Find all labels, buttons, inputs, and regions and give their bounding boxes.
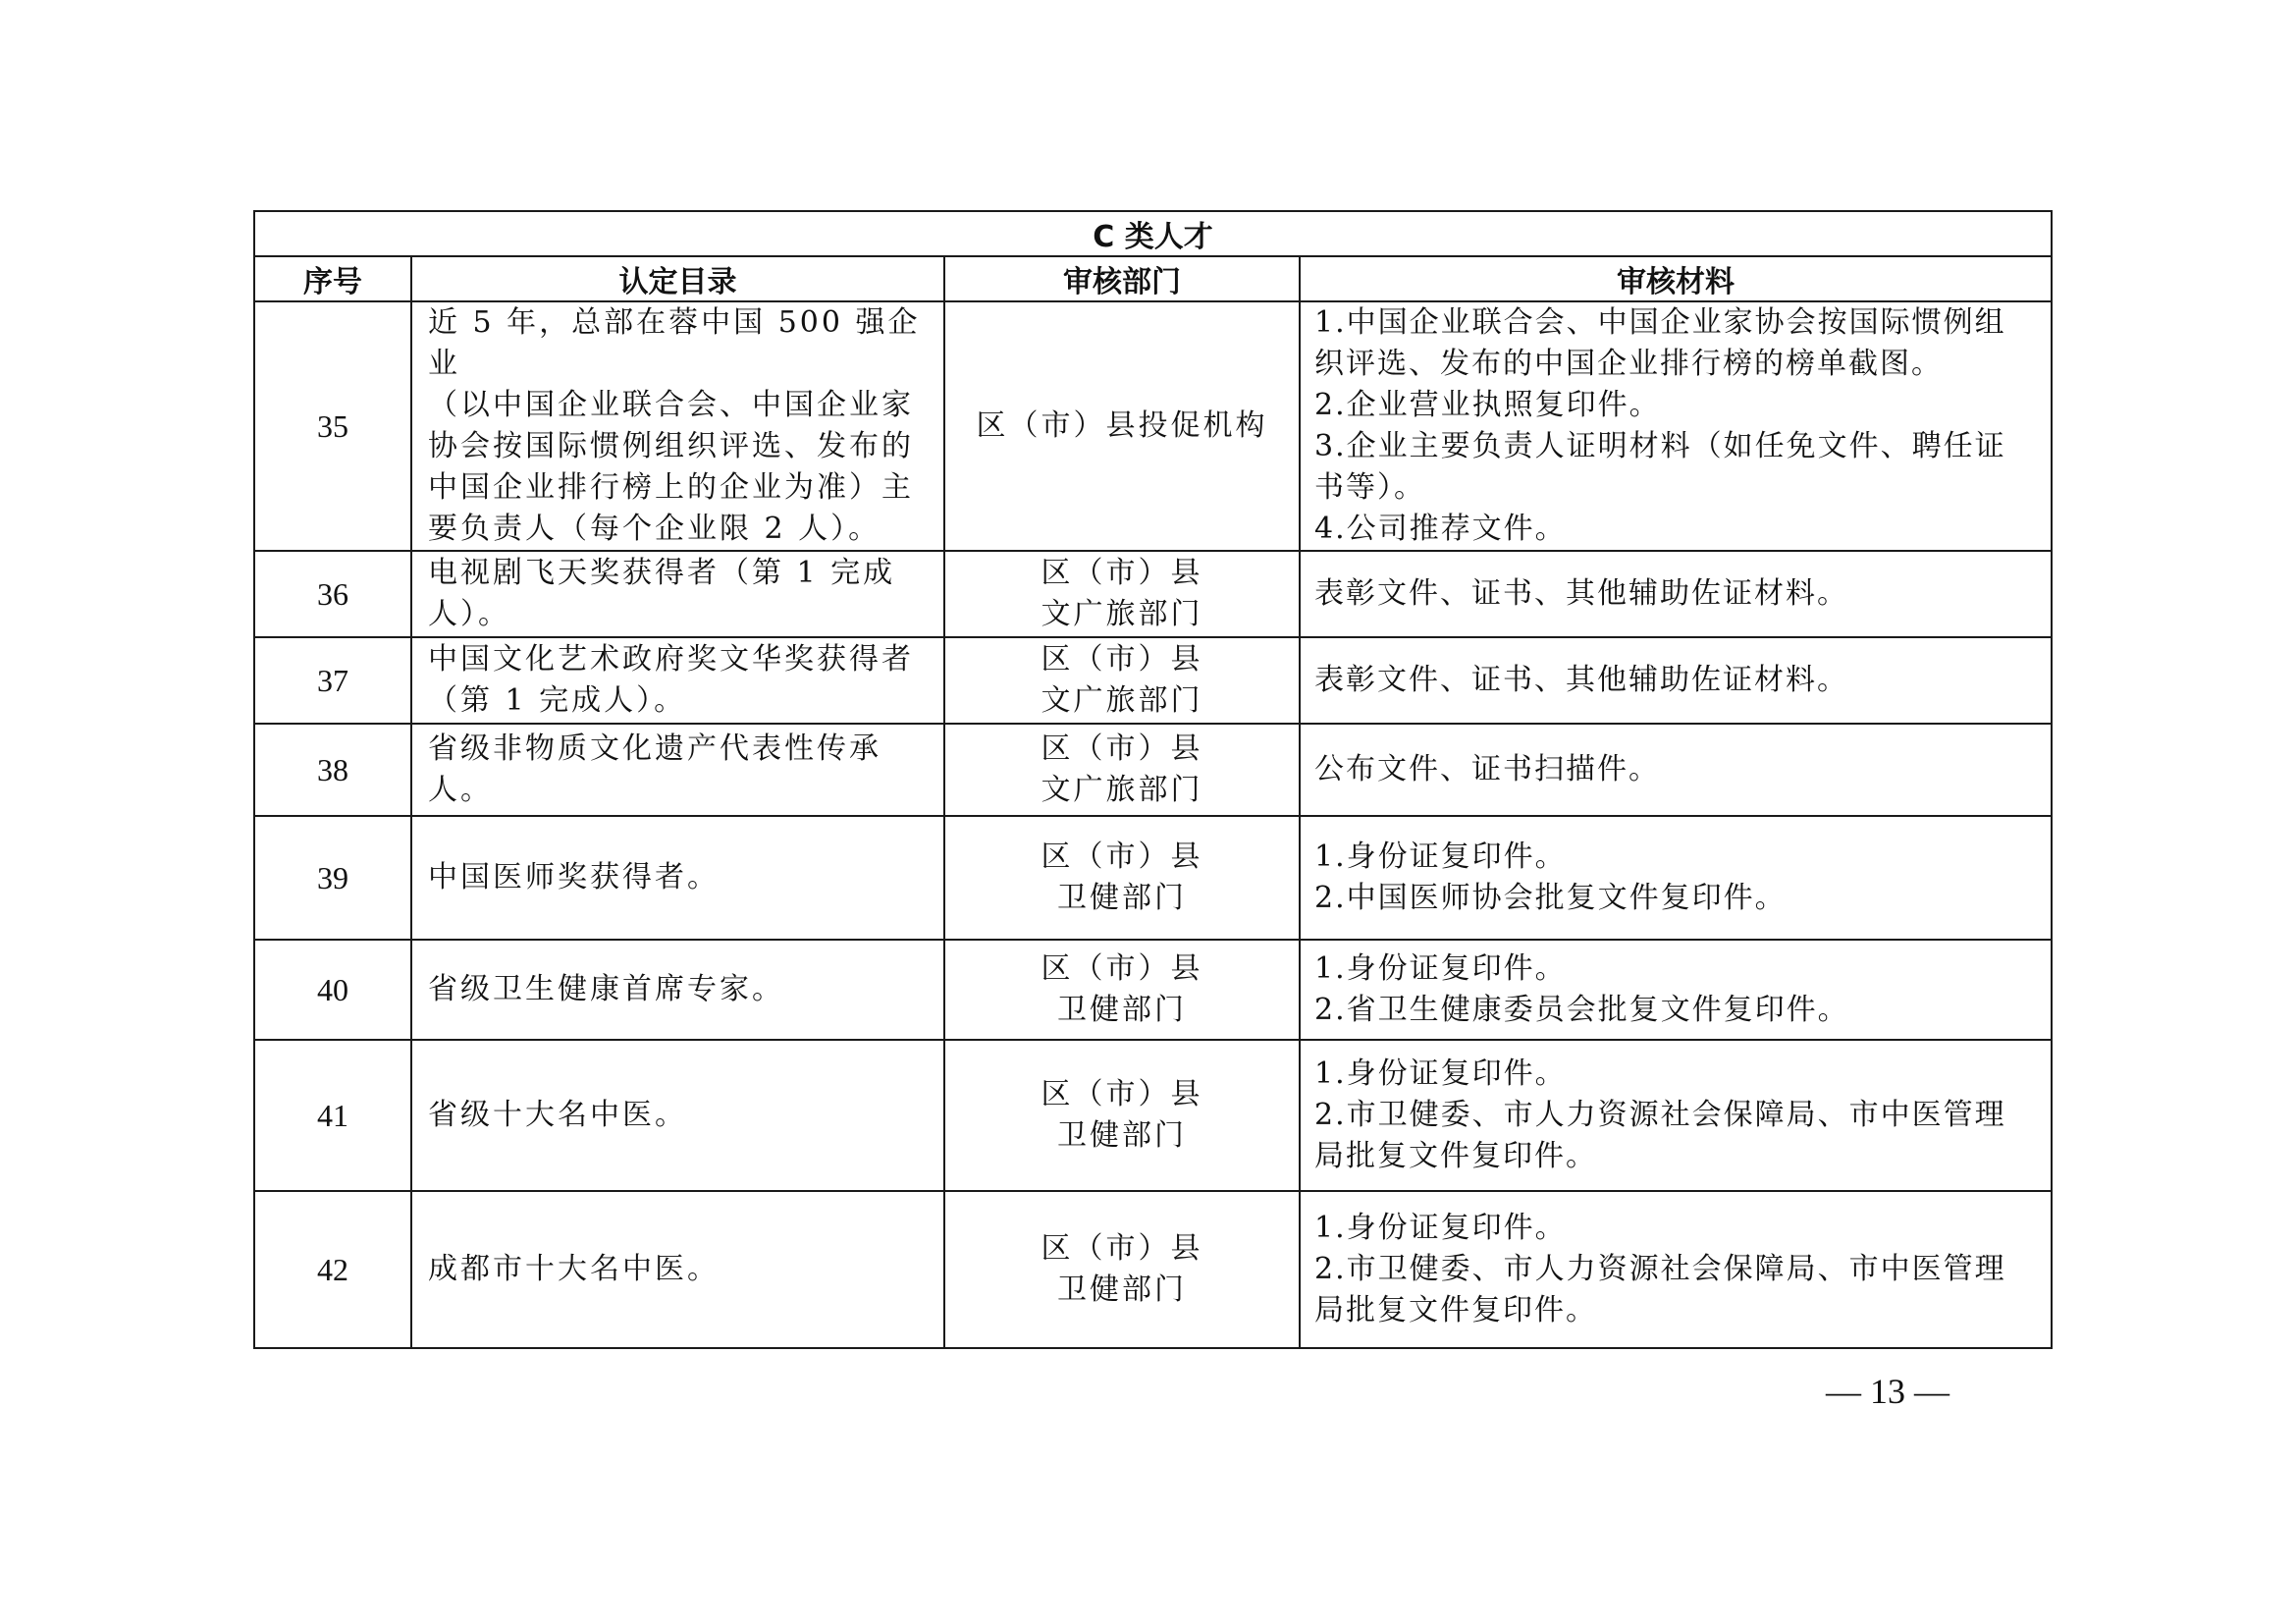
row-department-line: 区（市）县投促机构 [976,408,1268,443]
row-materials [1300,637,2052,724]
row-materials-line: 1.中国企业联合会、中国企业家协会按国际惯例组 [1314,305,2006,340]
row-department-line: 区（市）县 [1041,1231,1203,1266]
row-materials-line: 局批复文件复印件。 [1314,1293,1597,1327]
row-catalog [411,1040,944,1191]
row-catalog-line: （第 1 完成人）。 [428,683,687,718]
row-materials-line: 2.省卫生健康委员会批复文件复印件。 [1314,993,1849,1027]
row-catalog-line: 省级卫生健康首席专家。 [428,972,784,1006]
row-materials-line: 1.身份证复印件。 [1314,1211,1567,1245]
table-row [254,724,2052,816]
row-catalog-line: （以中国企业联合会、中国企业家 [428,388,914,422]
row-materials-line: 1.身份证复印件。 [1314,1056,1567,1091]
row-department [944,1040,1300,1191]
row-number: 39 [254,816,411,940]
row-department-line: 文广旅部门 [1041,773,1203,807]
table-row [254,1040,2052,1191]
row-catalog [411,637,944,724]
table-title-row [254,211,2052,256]
row-number: 40 [254,940,411,1040]
table-row [254,816,2052,940]
row-catalog [411,724,944,816]
table-title: C 类人才 [254,211,2052,256]
row-department-line: 卫健部门 [1057,1118,1187,1153]
row-materials [1300,301,2052,551]
row-department-line: 区（市）县 [1041,731,1203,766]
row-materials-line: 表彰文件、证书、其他辅助佐证材料。 [1314,576,1848,611]
row-catalog [411,1191,944,1348]
row-department-line: 文广旅部门 [1041,597,1203,631]
row-number: 35 [254,301,411,551]
page-number: — 13 — [1826,1372,1949,1411]
header-number: 序号 [254,256,411,301]
table-row [254,301,2052,551]
row-department [944,940,1300,1040]
row-catalog [411,940,944,1040]
row-department [944,724,1300,816]
header-materials: 审核材料 [1300,256,2052,301]
row-materials [1300,816,2052,940]
row-catalog [411,816,944,940]
row-department-line: 区（市）县 [1041,642,1203,677]
row-number: 37 [254,637,411,724]
row-catalog-line: 要负责人（每个企业限 2 人）。 [428,512,881,546]
row-department-line: 文广旅部门 [1041,683,1203,718]
row-materials [1300,551,2052,637]
header-department: 审核部门 [944,256,1300,301]
row-department-line: 区（市）县 [1041,839,1203,874]
row-department-line: 卫健部门 [1057,1272,1187,1307]
table-row [254,551,2052,637]
row-number: 38 [254,724,411,816]
row-materials [1300,940,2052,1040]
row-number: 42 [254,1191,411,1348]
row-catalog-line: 省级十大名中医。 [428,1098,687,1132]
row-materials-line: 书等）。 [1314,470,1425,505]
table-header-row [254,256,2052,301]
row-department-line: 区（市）县 [1041,951,1203,986]
row-materials [1300,724,2052,816]
talent-table [253,210,2053,1349]
row-materials-line: 4.公司推荐文件。 [1314,512,1567,546]
row-department [944,1191,1300,1348]
row-materials-line: 1.身份证复印件。 [1314,839,1567,874]
table-body [254,301,2052,1348]
row-catalog-line: 成都市十大名中医。 [428,1252,720,1286]
table-row [254,940,2052,1040]
row-materials-line: 局批复文件复印件。 [1314,1139,1597,1173]
table-row [254,1191,2052,1348]
row-materials-line: 2.市卫健委、市人力资源社会保障局、市中医管理 [1314,1252,2006,1286]
row-materials-line: 2.企业营业执照复印件。 [1314,388,1661,422]
row-number: 41 [254,1040,411,1191]
row-materials-line: 3.企业主要负责人证明材料（如任免文件、聘任证 [1314,429,2006,463]
row-materials [1300,1040,2052,1191]
row-materials-line: 2.市卫健委、市人力资源社会保障局、市中医管理 [1314,1098,2006,1132]
row-department [944,551,1300,637]
row-materials-line: 织评选、发布的中国企业排行榜的榜单截图。 [1314,347,1943,381]
row-department-line: 区（市）县 [1041,1077,1203,1111]
table-row [254,637,2052,724]
header-catalog: 认定目录 [411,256,944,301]
row-materials [1300,1191,2052,1348]
row-materials-line: 2.中国医师协会批复文件复印件。 [1314,881,1787,915]
row-catalog-line: 中国文化艺术政府奖文华奖获得者 [428,642,914,677]
row-catalog-line: 中国医师奖获得者。 [428,860,720,894]
row-catalog [411,551,944,637]
row-department [944,816,1300,940]
row-department [944,637,1300,724]
row-catalog-line: 近 5 年，总部在蓉中国 500 强企业 [428,305,921,381]
row-department-line: 卫健部门 [1057,881,1187,915]
row-department [944,301,1300,551]
row-materials-line: 表彰文件、证书、其他辅助佐证材料。 [1314,663,1848,697]
row-catalog-line: 中国企业排行榜上的企业为准）主 [428,470,914,505]
row-catalog-line: 协会按国际惯例组织评选、发布的 [428,429,914,463]
row-materials-line: 公布文件、证书扫描件。 [1314,752,1660,786]
row-catalog [411,301,944,551]
row-materials-line: 1.身份证复印件。 [1314,951,1567,986]
row-number: 36 [254,551,411,637]
row-catalog-line: 电视剧飞天奖获得者（第 1 完成人）。 [428,556,896,631]
row-department-line: 卫健部门 [1057,993,1187,1027]
row-department-line: 区（市）县 [1041,556,1203,590]
row-catalog-line: 人。 [428,773,493,807]
row-catalog-line: 省级非物质文化遗产代表性传承 [428,731,881,766]
